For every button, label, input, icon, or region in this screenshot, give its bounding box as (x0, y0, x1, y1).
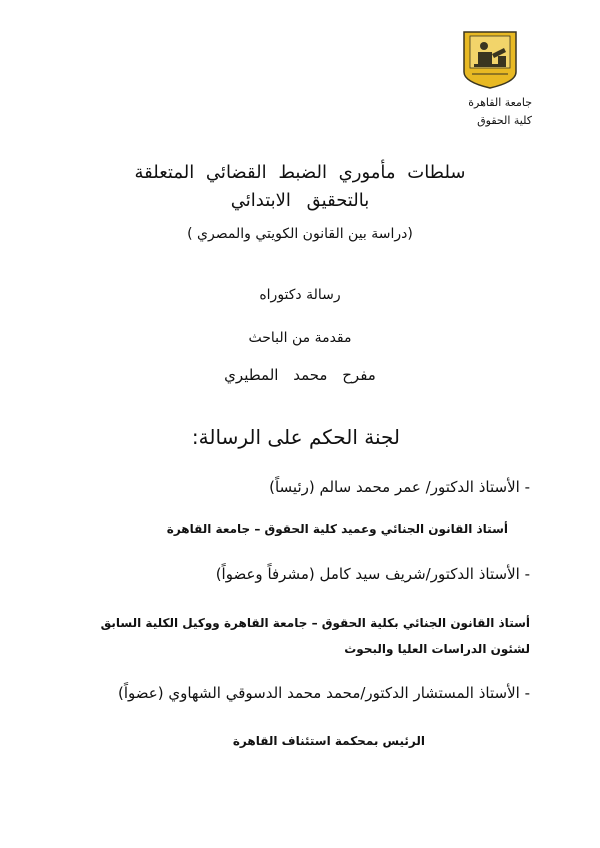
committee-member: - الأستاذ الدكتور/ عمر محمد سالم (رئيساً) (269, 478, 530, 496)
thesis-title-line-2: بالتحقيق الابتدائي (230, 190, 370, 211)
presented-by: مقدمة من الباحث (248, 330, 352, 346)
thesis-subtitle: (دراسة بين القانون الكويتي والمصري ) (187, 226, 413, 242)
university-name: جامعة القاهرة (468, 96, 532, 109)
member-description: أستاذ القانون الجنائي وعميد كلية الحقوق – جامعة القاهرة (166, 522, 508, 536)
researcher-name: مفرح محمد المطيري (224, 366, 376, 384)
member-description: أستاذ القانون الجنائي بكلية الحقوق – جامعة القاهرة ووكيل الكلية السابق لشئون الدراسات العليا والبحوث (100, 616, 530, 656)
cairo-university-logo-icon (462, 30, 518, 90)
committee-member: - الأستاذ الدكتور/شريف سيد كامل (مشرفاً وعضواً) (215, 565, 530, 583)
thesis-title-line-1: سلطات مأموري الضبط القضائي المتعلقة (134, 162, 466, 183)
faculty-name: كلية الحقوق (477, 114, 532, 127)
institution-block (392, 94, 532, 130)
committee-heading: لجنة الحكم على الرسالة: (191, 425, 400, 449)
committee-member: - الأستاذ المستشار الدكتور/محمد محمد الدسوقي الشهاوي (عضواً) (118, 684, 530, 702)
thesis-type: رسالة دكتوراه (259, 287, 341, 303)
member-description: الرئيس بمحكمة استئناف القاهرة (232, 734, 425, 748)
